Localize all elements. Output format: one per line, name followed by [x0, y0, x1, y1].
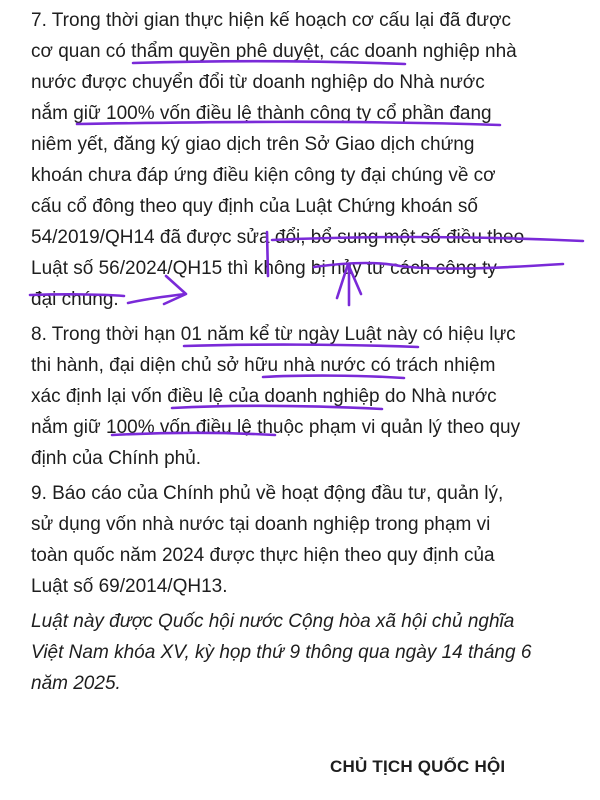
section-7-line: 54/2019/QH14 đã được sửa đổi, bổ sung một số điều theo	[31, 227, 525, 248]
section-7-line: nước được chuyển đổi từ doanh nghiệp do Nhà nước	[31, 72, 485, 93]
signature-title: CHỦ TỊCH QUỐC HỘI	[330, 757, 506, 776]
section-7-line: cấu cổ đông theo quy định của Luật Chứng khoán số	[31, 196, 478, 217]
closing-line: năm 2025.	[31, 673, 121, 694]
section-9-line: toàn quốc năm 2024 được thực hiện theo quy định của	[31, 545, 495, 566]
section-8-line: xác định lại vốn điều lệ của doanh nghiệp do Nhà nước	[31, 386, 497, 407]
section-9-line: 9. Báo cáo của Chính phủ về hoạt động đầu tư, quản lý,	[31, 483, 504, 504]
section-7-line: cơ quan có thẩm quyền phê duyệt, các doanh nghiệp nhà	[31, 41, 517, 62]
section-8-line: thi hành, đại diện chủ sở hữu nhà nước có trách nhiệm	[31, 355, 496, 376]
section-7-line: Luật số 56/2024/QH15 thì không bị hủy tư cách công ty	[31, 258, 497, 279]
section-9-line: Luật số 69/2014/QH13.	[31, 576, 228, 597]
section-7-line: khoán chưa đáp ứng điều kiện công ty đại chúng về cơ	[31, 165, 496, 186]
section-7-line: niêm yết, đăng ký giao dịch trên Sở Giao dịch chứng	[31, 134, 475, 155]
section-9-line: sử dụng vốn nhà nước tại doanh nghiệp trong phạm vi	[31, 514, 491, 535]
section-8-line: định của Chính phủ.	[31, 448, 202, 469]
section-7-line: 7. Trong thời gian thực hiện kế hoạch cơ cấu lại đã được	[31, 10, 512, 31]
section-8-line: 8. Trong thời hạn 01 năm kể từ ngày Luật này có hiệu lực	[31, 324, 516, 345]
section-8-line: nắm giữ 100% vốn điều lệ thuộc phạm vi quản lý theo quy	[31, 417, 521, 438]
closing-line: Việt Nam khóa XV, kỳ họp thứ 9 thông qua ngày 14 tháng 6	[31, 642, 532, 663]
section-7-line: đại chúng.	[31, 289, 119, 310]
section-7-line: nắm giữ 100% vốn điều lệ thành công ty cổ phần đang	[31, 103, 492, 124]
closing-line: Luật này được Quốc hội nước Cộng hòa xã hội chủ nghĩa	[31, 611, 515, 632]
arrow-mark	[128, 294, 185, 303]
